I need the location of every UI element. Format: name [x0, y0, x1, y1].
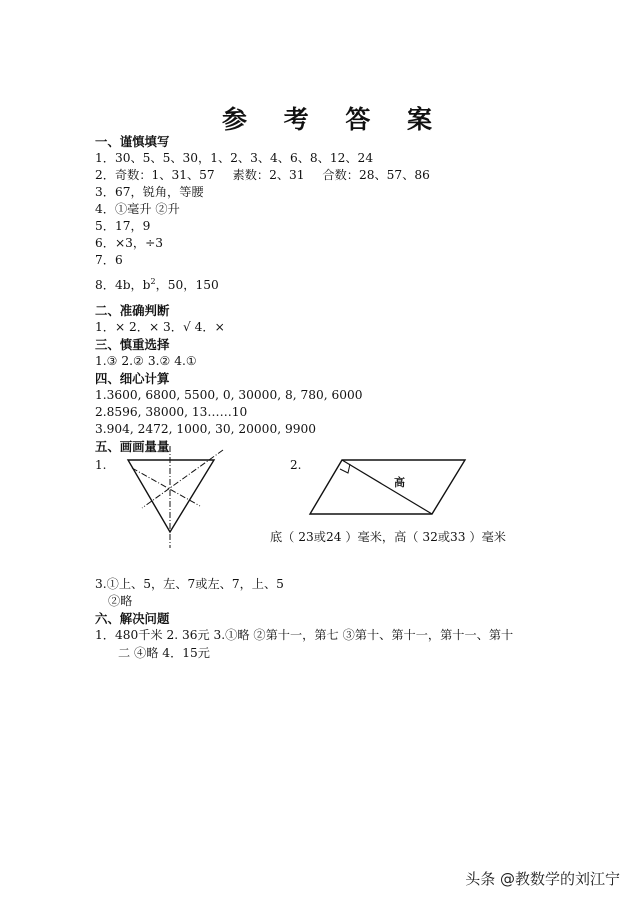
s1-answer-1: 1．30、5、5、30，1、2、3、4、6、8、12、24 — [95, 151, 374, 165]
s6-answer-line-1: 1．480千米 2. 36元 3.①略 ②第十一，第七 ③第十、第十一，第十一、第十 — [95, 628, 514, 642]
height-segment — [342, 460, 432, 514]
s1-answer-7: 7．6 — [95, 253, 123, 267]
right-angle-mark — [340, 464, 350, 473]
section-4-heading: 四、细心计算 — [95, 371, 170, 386]
symmetry-axis-right — [142, 450, 223, 508]
s1-answer-2-prime: 素数：2、31 — [232, 168, 305, 182]
parallelogram-figure — [300, 452, 472, 520]
s1-answer-2-odd: 2．奇数：1、31、57 — [95, 168, 215, 182]
height-label: 高 — [394, 476, 405, 489]
section-3-heading: 三、慎重选择 — [95, 337, 170, 352]
s1-answer-8-part-a: 8．4b，b — [95, 278, 151, 292]
s6-answer-line-2: 二 ④略 4．15元 — [118, 646, 210, 660]
s1-answer-8-part-b: ，50，150 — [155, 278, 219, 292]
s1-answer-4: 4．①毫升 ②升 — [95, 202, 180, 216]
s1-answer-8 — [95, 278, 219, 293]
measurement-answer: 底（ 23或24 ）毫米，高（ 32或33 ）毫米 — [270, 530, 506, 544]
section-5-heading: 五、画画量量 — [95, 439, 170, 454]
watermark: 头条 @教数学的刘江宁 — [465, 870, 620, 888]
s5-answer-3: 3.①上、5，左、7或左、7，上、5 — [95, 577, 284, 591]
figure-2-label: 2. — [290, 458, 302, 472]
s4-answer-1: 1.3600, 6800, 5500, 0, 30000, 8, 780, 6000 — [95, 388, 363, 402]
s4-answer-2: 2.8596, 38000, 13……10 — [95, 405, 248, 419]
section-1-heading: 一、谨慎填写 — [95, 134, 170, 149]
section-2-heading: 二、准确判断 — [95, 303, 170, 318]
symmetry-axis-left — [132, 468, 200, 506]
s1-answer-6: 6．×3，÷3 — [95, 236, 164, 250]
s5-answer-3-part-2: ②略 — [108, 594, 133, 608]
triangle-outline — [128, 460, 214, 532]
s1-answer-2-composite: 合数：28、57、86 — [322, 168, 430, 182]
s1-answer-5: 5．17，9 — [95, 219, 151, 233]
s1-answer-2 — [95, 168, 430, 183]
s3-answers: 1.③ 2.② 3.② 4.① — [95, 354, 197, 368]
figure-1-label: 1. — [95, 458, 107, 472]
section-6-heading: 六、解决问题 — [95, 611, 170, 626]
s2-answers: 1．× 2．× 3．√ 4．× — [95, 320, 225, 334]
triangle-symmetry-figure — [118, 444, 233, 550]
page-title: 参 考 答 案 — [221, 105, 447, 134]
s4-answer-3: 3.904, 2472, 1000, 30, 20000, 9900 — [95, 422, 316, 436]
superscript: 2 — [150, 276, 156, 286]
s1-answer-3: 3．67，锐角，等腰 — [95, 185, 204, 199]
